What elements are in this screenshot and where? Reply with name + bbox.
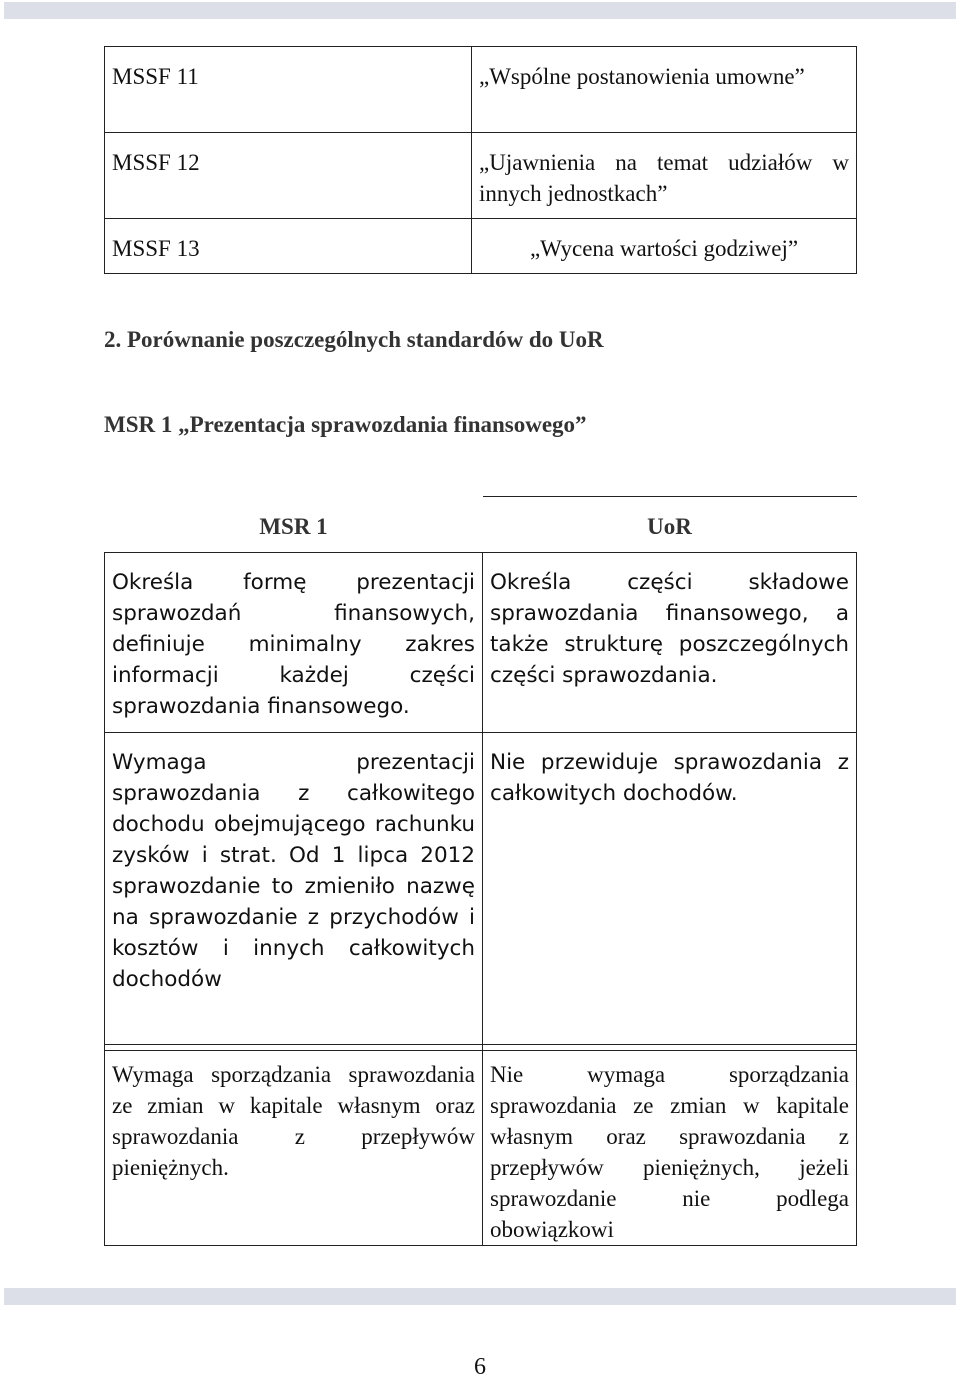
cell-text: Wymaga prezentacji sprawozdania z całkowitego dochodu obejmującego rachunku zysków i strat. Od 1 lipca 2012 sprawozdanie to zmieniło nazwę na sprawozdanie z przychodów i kosztów i innych całkowitych dochodów xyxy=(112,750,475,992)
table-header-row xyxy=(105,497,857,553)
standard-title: „Wspólne postanowienia umowne” xyxy=(472,47,857,133)
table-row xyxy=(105,733,857,1051)
uor-cell xyxy=(483,553,857,733)
table-row xyxy=(105,1045,857,1246)
standard-code: MSSF 12 xyxy=(105,133,472,219)
uor-cell xyxy=(483,1045,857,1246)
cell-text: Nie przewiduje sprawozdania z całkowitych dochodów. xyxy=(490,750,849,806)
msr1-cell xyxy=(105,1045,483,1246)
uor-cell xyxy=(483,733,857,1051)
standard-title: „Ujawnienia na temat udziałów w innych jednostkach” xyxy=(472,133,857,219)
cell-text: Nie wymaga sporządzania sprawozdania ze zmian w kapitale własnym oraz sprawozdania z przepływów pieniężnych, jeżeli sprawozdanie nie podlega obowiązkowi xyxy=(490,1062,849,1242)
msr1-cell xyxy=(105,553,483,733)
standard-code: MSSF 11 xyxy=(105,47,472,133)
section-heading: 2. Porównanie poszczególnych standardów do UoR xyxy=(104,327,604,352)
table-row xyxy=(105,553,857,733)
standards-table xyxy=(104,46,857,274)
table-row xyxy=(105,219,857,274)
header-band xyxy=(4,2,956,19)
footer-band xyxy=(4,1288,956,1305)
subsection-heading: MSR 1 „Prezentacja sprawozdania finansowego” xyxy=(104,412,587,437)
cell-text: Wymaga sporządzania sprawozdania ze zmian w kapitale własnym oraz sprawozdania z przepływów pieniężnych. xyxy=(112,1062,475,1180)
page-number: 6 xyxy=(474,1354,486,1380)
standard-title: „Wycena wartości godziwej” xyxy=(472,219,857,274)
comparison-table xyxy=(104,496,857,1051)
cell-text: Określa części składowe sprawozdania finansowego, a także strukturę poszczególnych części sprawozdania. xyxy=(490,570,849,688)
table-row xyxy=(105,47,857,133)
msr1-cell xyxy=(105,733,483,1051)
standard-code: MSSF 13 xyxy=(105,219,472,274)
column-header-uor: UoR xyxy=(483,497,857,553)
cell-text: Określa formę prezentacji sprawozdań finansowych, definiuje minimalny zakres informacji każdej części sprawozdania finansowego. xyxy=(112,570,475,719)
table-row xyxy=(105,133,857,219)
second-comparison-table xyxy=(104,1044,857,1246)
column-header-msr1: MSR 1 xyxy=(259,513,328,539)
